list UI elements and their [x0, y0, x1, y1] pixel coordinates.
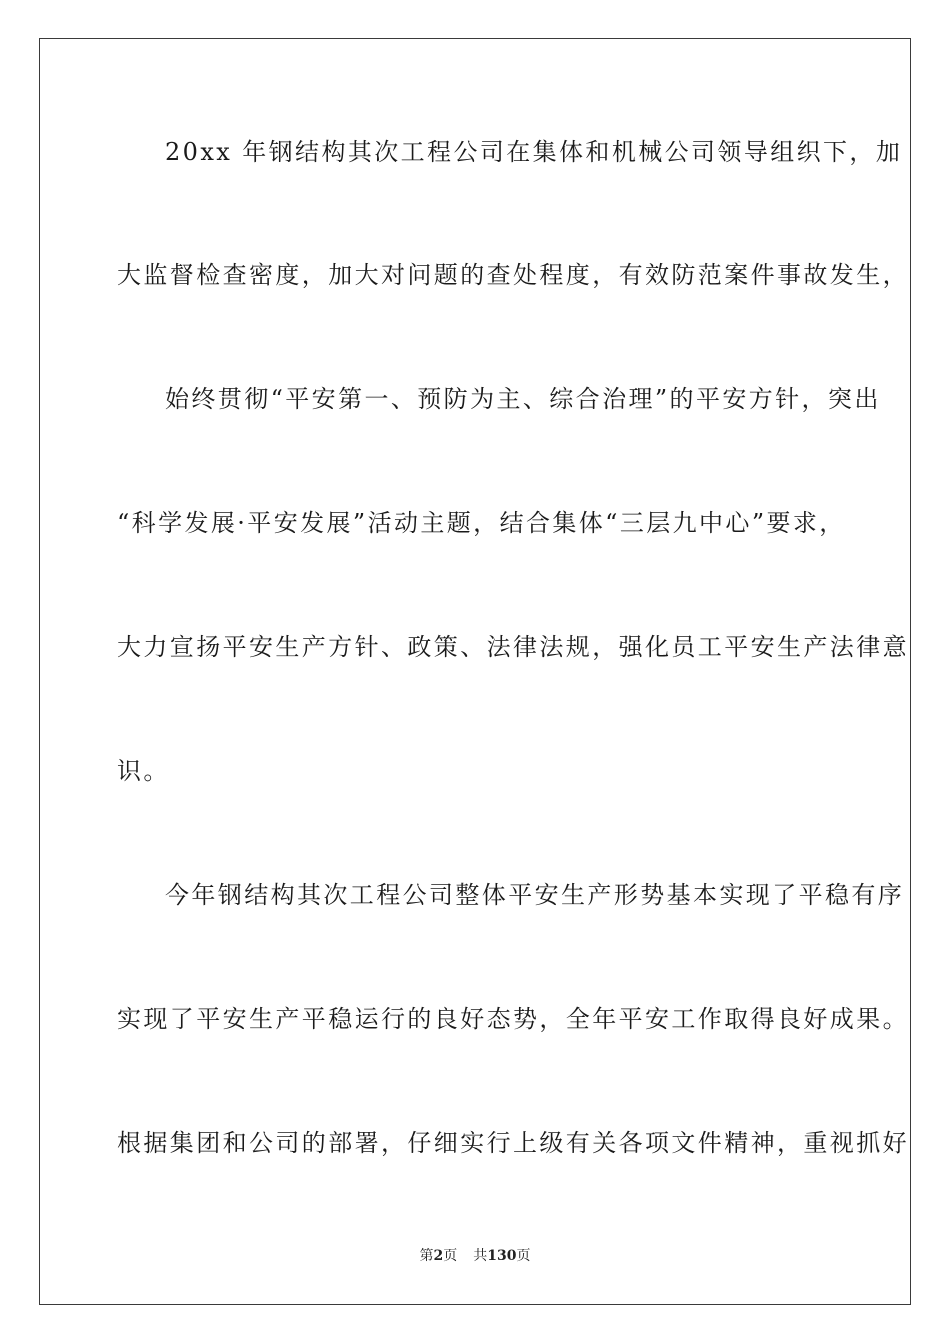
total-prefix: 共: [473, 1248, 488, 1264]
paragraph-1-line-1: 20xx 年钢结构其次工程公司在集体和机械公司领导组织下，加: [165, 138, 903, 166]
page-prefix: 第: [419, 1248, 434, 1264]
paragraph-2-line-2: “科学发展·平安发展”活动主题，结合集体“三层九中心”要求，: [117, 509, 846, 537]
paragraph-3-line-2: 实现了平安生产平稳运行的良好态势，全年平安工作取得良好成果。: [117, 1005, 909, 1033]
page-suffix: 页: [443, 1248, 458, 1264]
paragraph-4-line-1: 根据集团和公司的部署，仔细实行上级有关各项文件精神，重视抓好: [117, 1129, 909, 1157]
total-pages: 130: [487, 1248, 517, 1264]
page-number: 2: [433, 1248, 444, 1264]
total-suffix: 页: [516, 1248, 531, 1264]
paragraph-2-line-4: 识。: [117, 757, 170, 785]
page-footer: [0, 1247, 950, 1265]
page-border: [39, 38, 911, 1305]
paragraph-3-line-1: 今年钢结构其次工程公司整体平安生产形势基本实现了平稳有序: [165, 881, 905, 909]
paragraph-2-line-1: 始终贯彻“平安第一、预防为主、综合治理”的平安方针，突出: [165, 385, 881, 413]
paragraph-2-line-3: 大力宣扬平安生产方针、政策、法律法规，强化员工平安生产法律意: [117, 633, 909, 661]
paragraph-1-line-2: 大监督检查密度，加大对问题的查处程度，有效防范案件事故发生，: [117, 261, 909, 289]
